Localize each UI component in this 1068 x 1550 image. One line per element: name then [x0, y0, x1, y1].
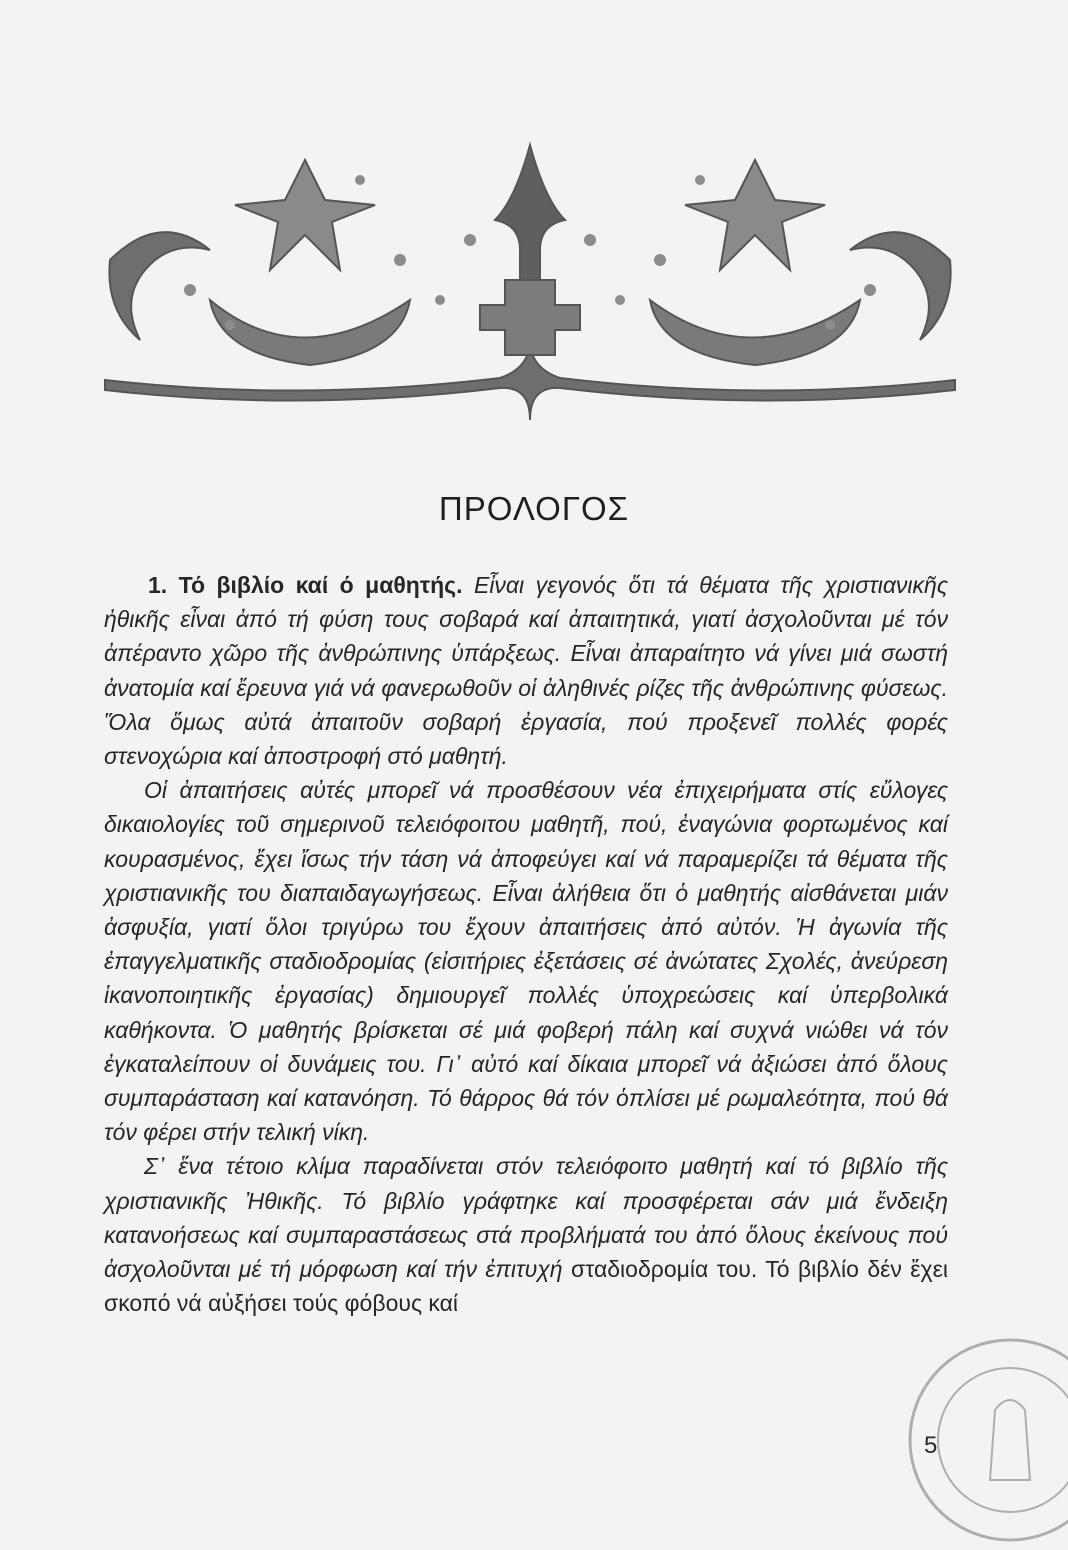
paragraph-2: Οἱ ἀπαιτήσεις αὐτές μπορεῖ νά προσθέσουν νέα ἐπιχειρήματα στίς εὔλογες δικαιολογίες τοῦ σημερινοῦ τελειόφοιτου μαθητῆ, πού, ἐναγώνια φορτωμένος καί κουρασμένος, ἔχει ἴσως τήν τάση νά ἀποφεύγει καί νά παραμερίζει τά θέματα τῆς χριστιανικῆς του διαπαιδαγωγήσεως. Εἶναι ἀλήθεια ὅτι ὁ μαθητής αἰσθάνεται μιάν ἀσφυξία, γιατί ὅλοι τριγύρω του ἔχουν ἀπαιτήσεις ἀπό αὐτόν. Ἡ ἀγωνία τῆς ἐπαγγελματικῆς σταδιοδρομίας (εἰσιτήριες ἐξετάσεις σέ ἀνώτατες Σχολές, ἀνεύρεση ἱκανοποιητικῆς ἐργασίας) δημιουργεῖ πολλές ὑποχρεώσεις καί ὑπερβολικά καθήκοντα. Ὁ μαθητής βρίσκεται σέ μιά φοβερή πάλη καί συχνά νιώθει νά τόν ἐγκαταλείπουν οἱ δυνάμεις του. Γι᾽ αὐτό καί δίκαια μπορεῖ νά ἀξιώσει ἀπό ὅλους συμπαράσταση καί κατανόηση. Τό θάρρος θά τόν ὁπλίσει μέ ρωμαλεότητα, πού θά τόν φέρει στήν τελική νίκη.	[104, 777, 948, 1146]
paragraph-1-text: Εἶναι γεγονός ὅτι τά θέματα τῆς χριστιανικῆς ἠθικῆς εἶναι ἀπό τή φύση τους σοβαρά καί ἀπαιτητικά, γιατί ἀσχολοῦνται μέ τόν ἀπέραντο χῶρο τῆς ἀνθρώπινης ὑπάρξεως. Εἶναι ἀπαραίτητο νά γίνει μιά σωστή ἀνατομία καί ἔρευνα γιά νά φανερωθοῦν οἱ ἀληθινές ρίζες τῆς ἀνθρώπινης φύσεως. Ὅλα ὅμως αὐτά ἀπαιτοῦν σοβαρή ἐργασία, πού προξενεῖ πολλές φορές στενοχώρια καί ἀποστροφή στό μαθητή.	[104, 572, 949, 770]
paragraph-3	[104, 1149, 948, 1320]
body-text	[104, 568, 948, 1320]
library-stamp	[900, 1330, 1068, 1550]
section-heading: 1. Τό βιβλίο καί ό μαθητής.	[148, 572, 463, 598]
paragraph-3-upright: σταδιοδρομία του. Τό βιβλίο δέν ἔχει σκοπό νά αὐξήσει τούς φόβους καί	[104, 1256, 948, 1317]
page-number: 5	[924, 1432, 938, 1459]
paragraph-1	[104, 568, 948, 773]
decorative-header-ornament	[100, 140, 960, 425]
page-title: ΠΡΟΛΟΓΟΣ	[438, 490, 630, 527]
paragraph-3-italic: Σ᾽ ἕνα τέτοιο κλίμα παραδίνεται στόν τελειόφοιτο μαθητή καί τό βιβλίο τῆς χριστιανικῆς Ἠθικῆς. Τό βιβλίο γράφτηκε καί προσφέρεται σάν μιά ἔνδειξη κατανοήσεως καί συμπαραστάσεως στά προβλήματά του ἀπό ὅλους ἐκείνους πού ἀσχολοῦνται μέ τή μόρφωση καί τήν ἐπιτυχή	[104, 1153, 948, 1283]
